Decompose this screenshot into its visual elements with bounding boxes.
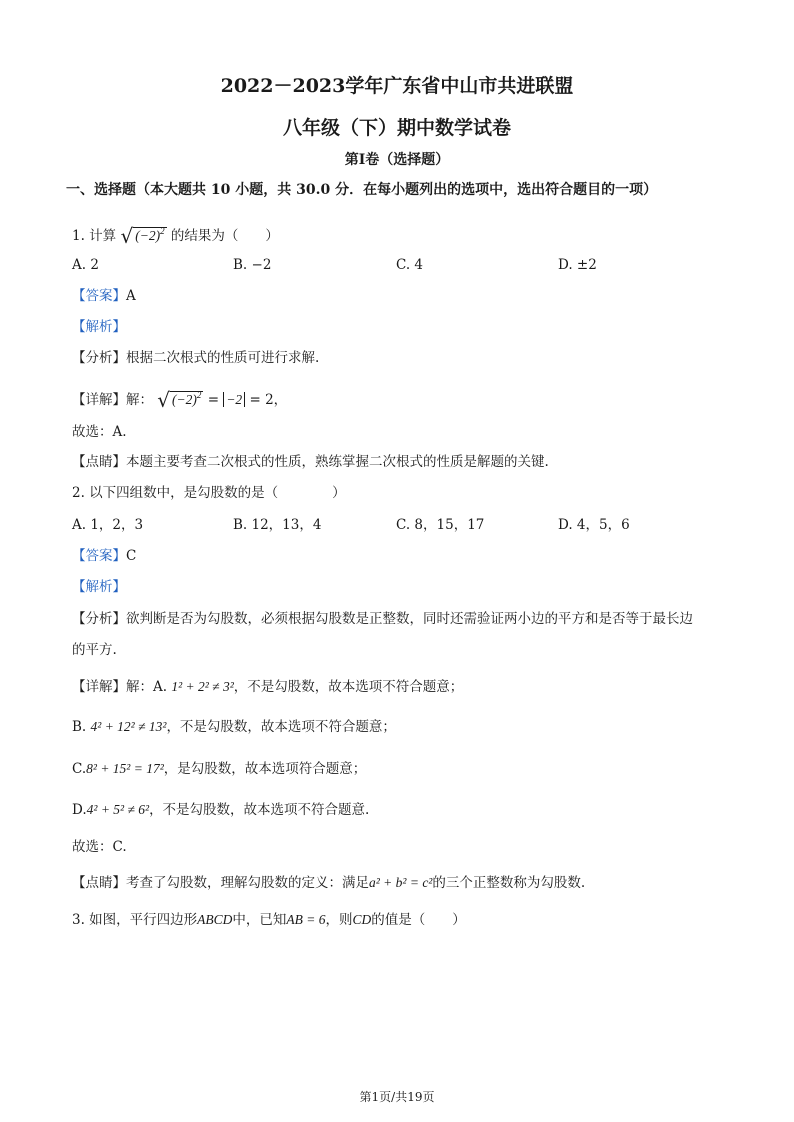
q2-option-d: D. 4，5，6: [558, 517, 630, 533]
q2-detail-tag: 【详解】: [72, 679, 126, 695]
q3-mid: 中，已知: [232, 912, 287, 928]
q1-sqrt-expression: √ $(-2)^2$: [120, 224, 165, 248]
q1-prefix: 1. 计算: [72, 228, 117, 244]
q1-detail-eq2: = 2，: [245, 392, 288, 408]
q2-answer: [72, 547, 136, 565]
q2-comment-math: a² + b² = c²: [369, 875, 433, 890]
q1-option-b: B. −2: [233, 257, 272, 273]
q1-fenxi: [72, 349, 319, 367]
q2-detail-d: [72, 801, 369, 819]
q2-option-b: B. 12，13，4: [233, 517, 322, 533]
q1-suffix: 的结果为（ ）: [170, 228, 279, 244]
page-number: 第1页/共19页: [359, 1090, 435, 1104]
q2-detail-d-math: 4² + 5² ≠ 6²: [86, 802, 150, 817]
q3-stem: [72, 911, 466, 929]
q1-radicand: (−2): [135, 228, 161, 243]
q2-detail-d-text: ，不是勾股数，故本选项不符合题意.: [149, 802, 370, 818]
section-heading: 一、选择题（本大题共 10 小题，共 30.0 分．在每小题列出的选项中，选出符合题目的一项）: [66, 182, 658, 198]
q2-comment-prefix: 考查了勾股数，理解勾股数的定义：满足: [126, 875, 369, 891]
q1-option-a: A. 2: [72, 257, 99, 273]
q3-shape: ABCD: [197, 912, 233, 927]
q1-fenxi-text: 根据二次根式的性质可进行求解.: [126, 350, 320, 366]
q1-detail-tag: 【详解】: [72, 392, 126, 408]
volume-heading: 第I卷（选择题）: [344, 152, 450, 168]
q2-option-a: A. 1，2，3: [72, 517, 144, 533]
q2-answer-tag: 【答案】: [72, 548, 126, 564]
q1-stem: [72, 222, 279, 248]
q1-detail-exponent: 2: [196, 390, 202, 400]
q1-option-c: C. 4: [396, 257, 424, 273]
q3-mid2: ，则: [325, 912, 353, 928]
q1-detail-prefix: 解：: [126, 392, 153, 408]
q1-comment-tag: 【点睛】: [72, 454, 126, 470]
q1-detail-abs: −2: [223, 392, 245, 407]
q2-analysis-label: 【解析】: [72, 579, 126, 595]
q2-detail-c: [72, 760, 366, 778]
q1-answer-tag: 【答案】: [72, 288, 126, 304]
q2-detail-a-text: ，不是勾股数，故本选项不符合题意；: [233, 679, 464, 695]
exam-title-line2: 八年级（下）期中数学试卷: [282, 117, 511, 139]
q2-detail-a-prefix: 解：A.: [126, 679, 172, 695]
q3-suffix: 的值是（ ）: [371, 912, 466, 928]
q2-choose: 故选：C.: [72, 839, 127, 855]
q2-fenxi-tag: 【分析】: [72, 611, 126, 627]
q1-comment: [72, 453, 549, 471]
q3-given: AB = 6: [286, 912, 326, 927]
q2-detail-b-text: ，不是勾股数，故本选项不符合题意；: [166, 719, 396, 735]
q3-target: CD: [352, 912, 372, 927]
q3-prefix: 3. 如图，平行四边形: [72, 912, 198, 928]
q1-detail-radicand: (−2): [172, 392, 197, 407]
q2-comment: [72, 874, 585, 892]
q1-answer: [72, 287, 136, 305]
q2-answer-value: C: [126, 548, 137, 564]
q2-detail-c-math: 8² + 15² = 17²: [86, 761, 164, 776]
q1-option-d: D. ±2: [558, 257, 597, 273]
q1-detail-eq1: =: [207, 392, 224, 408]
q2-detail-d-prefix: D.: [72, 802, 87, 818]
q2-fenxi-line2: 的平方.: [72, 642, 117, 658]
q2-option-c: C. 8，15，17: [396, 517, 485, 533]
q2-detail-a: [72, 678, 463, 696]
q1-analysis-tag: [72, 318, 126, 336]
q1-detail: [72, 386, 288, 412]
q1-detail-sqrt: √ $(-2)^2$: [157, 388, 202, 412]
q1-answer-value: A: [126, 288, 136, 304]
q2-comment-suffix: 的三个正整数称为勾股数.: [432, 875, 586, 891]
q2-comment-tag: 【点睛】: [72, 875, 126, 891]
exam-title-line1: 2022－2023学年广东省中山市共进联盟: [220, 75, 574, 97]
q2-analysis-tag: [72, 578, 126, 596]
q2-fenxi-text1: 欲判断是否为勾股数，必须根据勾股数是正整数，同时还需验证两小边的平方和是否等于最长边: [126, 611, 693, 627]
q2-fenxi-line1: [72, 610, 693, 628]
q2-stem: 2. 以下四组数中，是勾股数的是（ ）: [72, 485, 346, 501]
q2-detail-c-prefix: C.: [72, 761, 87, 777]
q2-detail-b-prefix: B.: [72, 719, 91, 735]
q2-detail-b: [72, 718, 396, 736]
q2-detail-c-text: ，是勾股数，故本选项符合题意；: [163, 761, 367, 777]
q2-detail-b-math: 4² + 12² ≠ 13²: [90, 719, 167, 734]
q1-choose: 故选：A.: [72, 424, 127, 440]
q1-analysis-label: 【解析】: [72, 319, 126, 335]
q2-detail-a-math: 1² + 2² ≠ 3²: [171, 679, 234, 694]
q1-fenxi-tag: 【分析】: [72, 350, 126, 366]
q1-exponent: 2: [160, 226, 165, 236]
q1-comment-text: 本题主要考查二次根式的性质，熟练掌握二次根式的性质是解题的关键.: [126, 454, 549, 470]
